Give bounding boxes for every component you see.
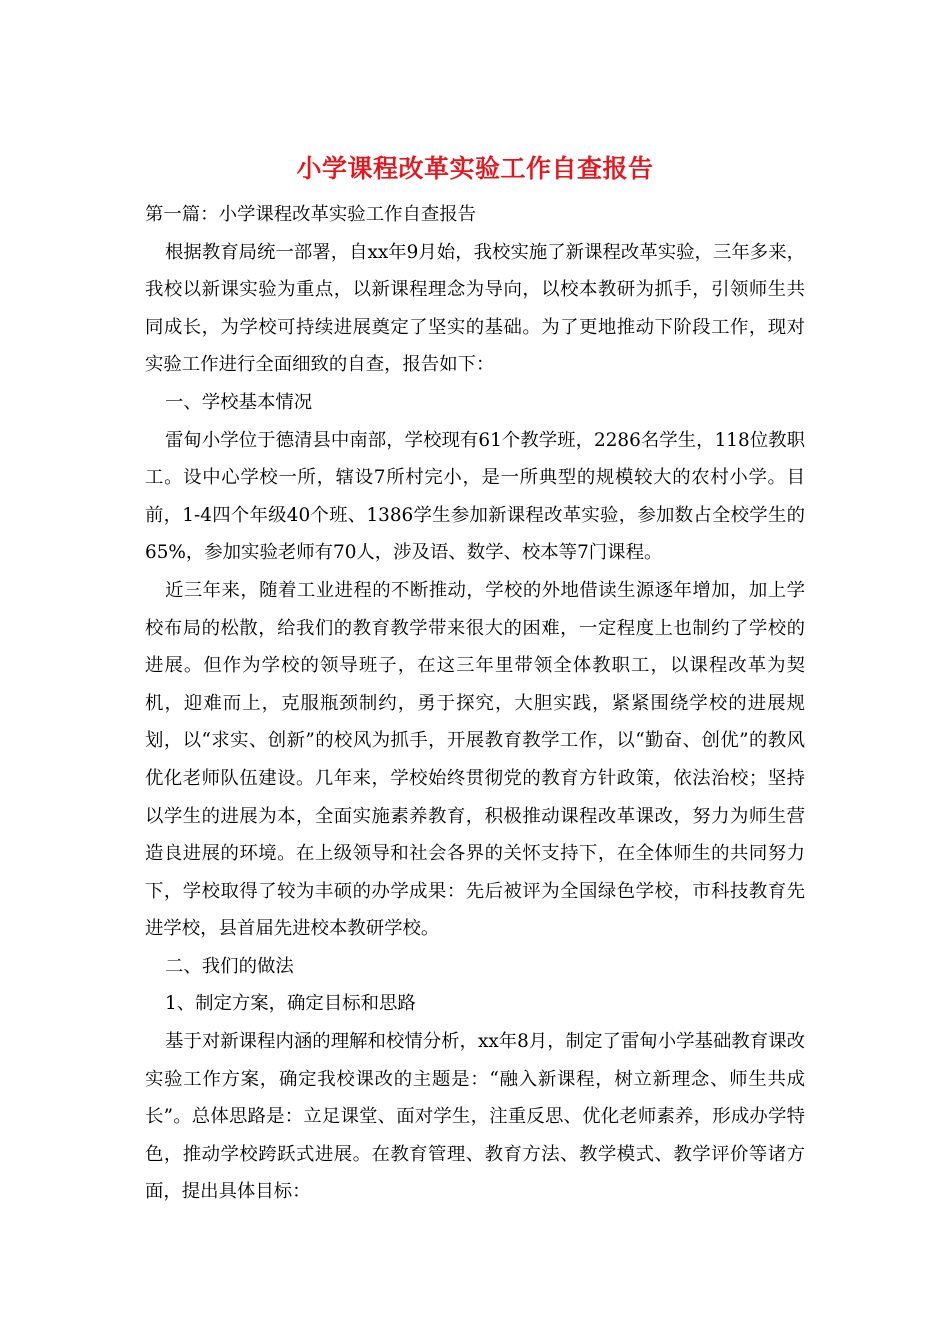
plan-paragraph: 基于对新课程内涵的理解和校情分析，xx年8月，制定了雷甸小学基础教育课改实验工作方案，确定我校课改的主题是：“融入新课程，树立新理念、师生共成长”。总体思路是：立足课堂、面对学生，注重反思、优化老师素养，形成办学特色，推动学校跨跃式进展。在教育管理、教育方法、教学模式、教学评价等诸方面，提出具体目标： <box>145 1031 805 1203</box>
section-heading-practices: 二、我们的做法 <box>165 955 294 977</box>
section-heading-basic-info: 一、学校基本情况 <box>165 391 313 413</box>
intro-paragraph: 根据教育局统一部署，自xx年9月始，我校实施了新课程改革实验，三年多来，我校以新课实验为重点，以新课程理念为导向，以校本教研为抓手，引领师生共同成长，为学校可持续进展奠定了坚实的基础。为了更地推动下阶段工作，现对实验工作进行全面细致的自查，报告如下： <box>145 241 805 376</box>
section-subtitle: 第一篇：小学课程改革实验工作自查报告 <box>145 204 477 225</box>
document-title: 小学课程改革实验工作自查报告 <box>296 154 654 183</box>
document-body <box>145 196 805 1211</box>
recent-years-paragraph: 近三年来，随着工业进程的不断推动，学校的外地借读生源逐年增加，加上学校布局的松散，给我们的教育教学带来很大的困难，一定程度上也制约了学校的进展。但作为学校的领导班子，在这三年里带领全体教职工，以课程改革为契机，迎难而上，克服瓶颈制约，勇于探究，大胆实践，紧紧围绕学校的进展规划，以“求实、创新”的校风为抓手，开展教育教学工作，以“勤奋、创优”的教风优化老师队伍建设。几年来，学校始终贯彻党的教育方针政策，依法治校；坚持以学生的进展为本，全面实施素养教育，积极推动课程改革课改，努力为师生营造良进展的环境。在上级领导和社会各界的关怀支持下，在全体师生的共同努力下，学校取得了较为丰硕的办学成果：先后被评为全国绿色学校，市科技教育先进学校，县首届先进校本教研学校。 <box>145 579 805 940</box>
school-info-paragraph: 雷甸小学位于德清县中南部，学校现有61个教学班，2286名学生，118位教职工。设中心学校一所，辖设7所村完小，是一所典型的规模较大的农村小学。目前，1-4四个年级40个班、1386学生参加新课程改革实验，参加数占全校学生的65%，参加实验老师有70人，涉及语、数学、校本等7门课程。 <box>145 429 805 564</box>
subsection-heading-plan: 1、制定方案，确定目标和思路 <box>165 993 416 1015</box>
